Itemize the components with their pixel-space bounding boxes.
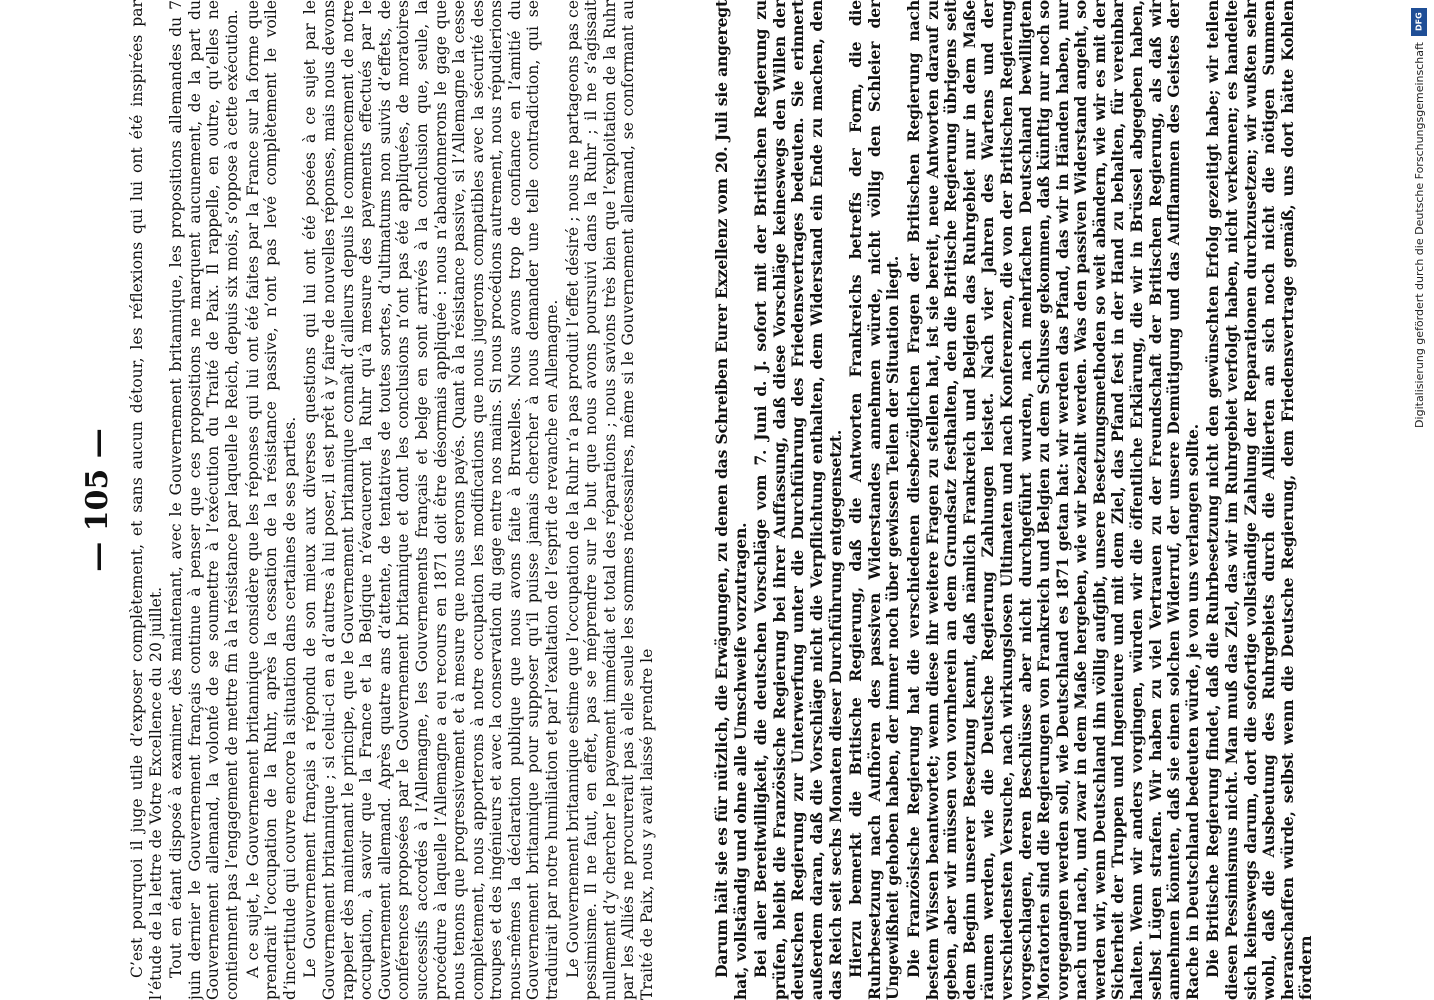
german-paragraph: Die Britische Regierung findet, daß die Ruhrbesetzung nicht den gewünschten Erfolg gezeitigt habe; wir teilen diesen Pessimismus nicht. Man muß das Ziel, das wir im Ruhrgebiet verfolgt haben, nicht verkennen; es handelte sich keineswegs darum, dort die sofortige vollständige Zahlung der Reparationen durchzusetzen; wir wußten sehr wohl, daß die Ausbeutung des Ruhrgebiets durch die Alliierten an sich noch nicht die nötigen Summen heranschaffen würde, selbst wenn die Deutsche Regierung, dem Friedensvertrage gemäß, uns dort hätte Kohlen fördern: [1203, 0, 1316, 1000]
bilingual-columns: [128, 0, 1318, 1000]
digitization-watermark: [1408, 8, 1430, 988]
french-paragraph: Le Gouvernement français a répondu de son mieux aux diverses questions qui lui ont été posées à ce sujet par le Gouvernement britannique ; si celui-ci en a d’autres à lui poser, il est prêt à y faire de nouvelles réponses, mais nous devons rappeler dès maintenant le principe, que le Gouvernement britannique connaît d’ailleurs depuis le commencement de notre occupation, à savoir que la France et la Belgique n’évacueront la Ruhr qu’à mesure des payements effectués par le Gouvernement allemand. Après quatre ans d’attente, de tentatives de toutes sortes, d’ultimatums non suivis d’effets, de conférences proposées par le Gouvernement britannique et dont les conclusions n’ont pas été appliquées, de moratoires successifs accordés à l’Allemagne, les Gouvernements français et belge en sont arrivés à la conclusion que, seule, la procédure à laquelle l’Allemagne a eu recours en 1871 doit être désormais appliquée : nous n’abandonnerons le gage que nous tenons que progressivement et à mesure que nous serons payés. Quant à la résistance passive, si l’Allemagne la cesse complètement, nous apporterons à notre occupation les modifications que nous jugerons compatibles avec la sécurité des troupes et des ingénieurs et avec la conservation du gage entre nos mains. Si nous procédions autrement, nous répudierions nous-mêmes la déclaration publique que nous avons faite à Bruxelles. Nous avons trop de confiance en l’amitié du Gouvernement britannique pour supposer qu’il puisse jamais chercher à nous demander une telle contradiction, qui se traduirait par notre humiliation et par l’exaltation de l’esprit de revanche en Allemagne.: [301, 0, 562, 1000]
german-paragraph: Bei aller Bereitwilligkeit, die deutschen Vorschläge vom 7. Juni d. J. sofort mit der Britischen Regierung zu prüfen, bleibt die Französische Regierung bei ihrer Auffassung, daß diese Vorschläge keineswegs den Willen der deutschen Regierung zur Unterwerfung unter die Durchführung des Friedensvertrages bedeuten. Sie erinnert außerdem daran, daß die Vorschläge nicht die Verpflichtung enthalten, dem Widerstand ein Ende zu machen, den das Reich seit sechs Monaten dieser Durchführung entgegensetzt.: [751, 0, 845, 1000]
dfg-logo: DFG: [1411, 8, 1427, 36]
french-paragraph: Tout en étant disposé à examiner, dès maintenant, avec le Gouvernement britannique, les propositions allemandes du 7 juin dernier le Gouvernement français continue à penser que ces propositions ne marquent aucunement, de la part du Gouvernement allemand, la volonté de se soumettre à l’exécution du Traité de Paix. Il rappelle, en outre, qu’elles ne contiennent pas l’engagement de mettre fin à la résistance par laquelle le Reich, depuis six mois, s’oppose à cette exécution.: [167, 0, 241, 1000]
german-column: [713, 0, 1318, 1000]
french-paragraph: Le Gouvernement britannique estime que l’occupation de la Ruhr n’a pas produit l’effet désiré ; nous ne partageons pas ce pessimisme. Il ne faut, en effet, pas se méprendre sur le but que nous avons poursuivi dans la Ruhr ; il ne s’agissait nullement d’y chercher le payement immédiat et total des réparations ; nous savions très bien que l’exploitation de la Ruhr par les Alliés ne procurerait pas à elle seule les sommes nécessaires, même si le Gouvernement allemand, se conformant au Traité de Paix, nous y avait laissé prendre le: [563, 0, 657, 1000]
page-number: — 105 —: [80, 428, 115, 572]
french-column: [128, 0, 697, 1000]
french-paragraph: C’est pourquoi il juge utile d’exposer complètement, et sans aucun détour, les réflexions qui lui ont été inspirées par l’étude de la lettre de Votre Excellence du 20 juillet.: [128, 0, 165, 1000]
rotated-page: [80, 0, 1330, 1000]
french-paragraph: A ce sujet, le Gouvernement britannique considère que les réponses qui lui ont été faites par la France sur la forme que prendrait l’occupation de la Ruhr, après la cessation de la résistance passive, n’ont pas levé complètement le voile d’incertitude qui couvre encore la situation dans certaines de ses parties.: [243, 0, 299, 1000]
digitization-credit: Digitalisierung gefördert durch die Deutsche Forschungsgemeinschaft: [1412, 42, 1426, 428]
german-paragraph: Hierzu bemerkt die Britische Regierung, daß die Antworten Frankreichs betreffs der Form, die die Ruhrbesetzung nach Aufhören des passiven Widerstandes annehmen würde, nicht völlig den Schleier der Ungewißheit gehoben haben, der immer noch über gewissen Teilen der Situation liegt.: [846, 0, 903, 1000]
german-paragraph: Darum hält sie es für nützlich, die Erwägungen, zu denen das Schreiben Eurer Exzellenz vom 20. Juli sie angeregt hat, vollständig und ohne alle Umschweife vorzutragen.: [712, 0, 750, 1000]
german-paragraph: Die Französische Regierung hat die verschiedenen diesbezüglichen Fragen der Britischen Regierung nach bestem Wissen beantwortet; wenn diese ihr weitere Fragen zu stellen hat, ist sie bereit, neue Antworten darauf zu geben, aber wir müssen von vornherein an dem Grundsatz festhalten, den die Britische Regierung übrigens seit dem Beginn unserer Besetzung kennt, daß nämlich Frankreich und Belgien das Ruhrgebiet nur in dem Maße räumen werden, wie die Deutsche Regierung Zahlungen leistet. Nach vier Jahren des Wartens und der verschiedensten Versuche, nach wirkungslosen Ultimaten und nach Konferenzen, die von der Britischen Regierung vorgeschlagen, deren Beschlüsse aber nicht durchgeführt wurden, nach mehrfachen Deutschland bewilligten Moratorien sind die Regierungen von Frankreich und Belgien zu dem Schlusse gekommen, daß künftig nur noch so vorgegangen werden soll, wie Deutschland es 1871 getan hat: wir werden das Pfand, das wir in Händen haben, nur nach und nach, und zwar in dem Maße hergeben, wie wir bezahlt werden. Was den passiven Widerstand angeht, so werden wir, wenn Deutschland ihn völlig aufgibt, unsere Besetzungsmethoden so weit abändern, wie wir es mit der Sicherheit der Truppen und Ingenieure und mit dem Ziel, das Pfand fest in der Hand zu behalten, für vereinbar halten. Wenn wir anders vorgingen, würden wir die öffentliche Erklärung, die wir in Brüssel abgegeben haben, selbst Lügen strafen. Wir haben zu viel Vertrauen zu der Freundschaft der Britischen Regierung, als daß wir annehmen könnten, daß sie einen solchen Widerruf, der unsere Demütigung und das Aufflammen des Geistes der Rache in Deutschland bedeuten würde, je von uns verlangen sollte.: [903, 0, 1202, 1000]
